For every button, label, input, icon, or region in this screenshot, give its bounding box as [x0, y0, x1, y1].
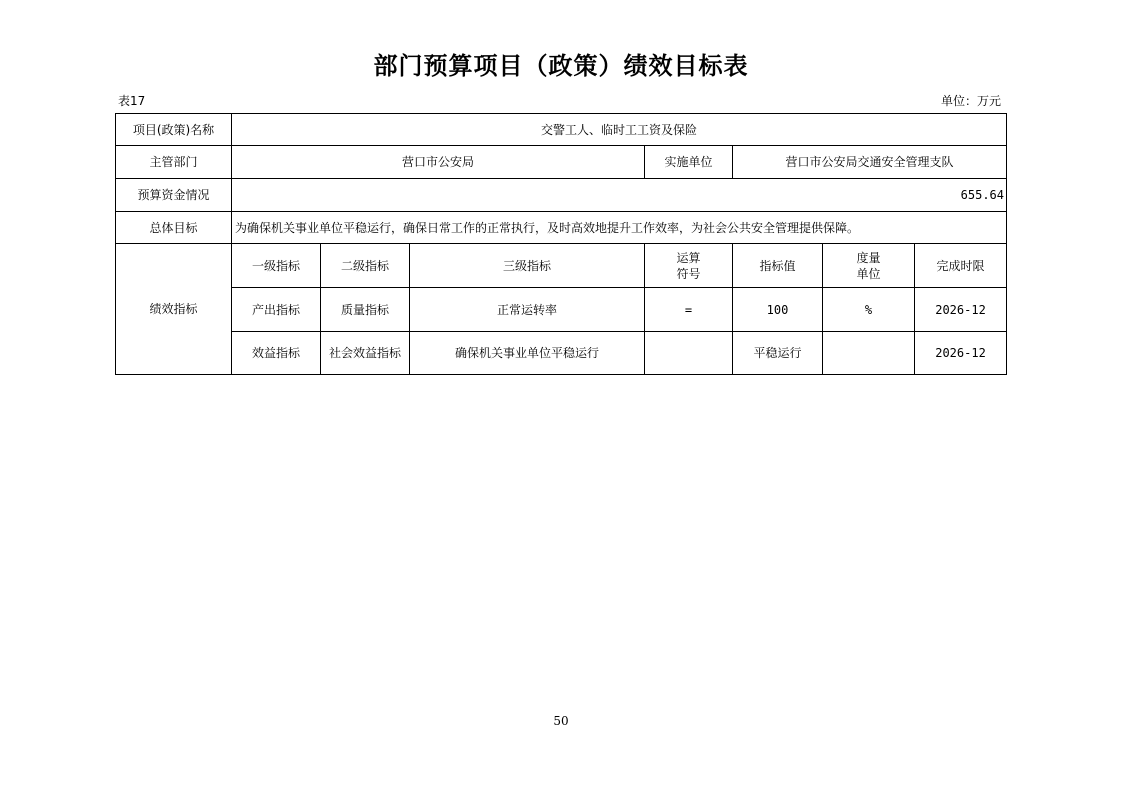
header-unit-line2: 单位	[856, 266, 881, 281]
goal-label: 总体目标	[116, 212, 232, 244]
indicator-unit	[823, 332, 915, 375]
indicator-level1: 产出指标	[232, 288, 321, 332]
table-row	[116, 288, 1007, 332]
indicator-deadline: 2026-12	[915, 332, 1007, 375]
header-level2: 二级指标	[321, 244, 410, 288]
indicator-value: 平稳运行	[733, 332, 823, 375]
performance-target-table	[115, 113, 1007, 375]
header-unit-line1: 度量	[856, 250, 881, 265]
indicator-level3: 确保机关事业单位平稳运行	[410, 332, 645, 375]
header-operator	[645, 244, 733, 288]
indicator-level3: 正常运转率	[410, 288, 645, 332]
budget-label: 预算资金情况	[116, 179, 232, 212]
goal-value: 为确保机关事业单位平稳运行，确保日常工作的正常执行，及时高效地提升工作效率，为社会公共安全管理提供保障。	[232, 212, 1007, 244]
impl-label: 实施单位	[645, 146, 733, 179]
table-number: 表17	[118, 94, 146, 108]
page-title: 部门预算项目（政策）绩效目标表	[373, 51, 749, 80]
page-number: 50	[553, 714, 569, 728]
indicator-level2: 质量指标	[321, 288, 410, 332]
project-name-value: 交警工人、临时工工资及保险	[232, 114, 1007, 146]
header-operator-line1: 运算	[676, 250, 701, 265]
header-value: 指标值	[733, 244, 823, 288]
dept-value: 营口市公安局	[232, 146, 645, 179]
indicator-unit: %	[823, 288, 915, 332]
table-row	[116, 332, 1007, 375]
table-row	[116, 146, 1007, 179]
budget-value: 655.64	[232, 179, 1007, 212]
impl-value: 营口市公安局交通安全管理支队	[733, 146, 1007, 179]
indicator-level2: 社会效益指标	[321, 332, 410, 375]
table-row	[116, 179, 1007, 212]
indicator-level1: 效益指标	[232, 332, 321, 375]
indicator-deadline: 2026-12	[915, 288, 1007, 332]
indicator-operator	[645, 332, 733, 375]
perf-label: 绩效指标	[116, 244, 232, 375]
header-operator-line2: 符号	[676, 266, 701, 281]
project-name-label: 项目(政策)名称	[116, 114, 232, 146]
header-level1: 一级指标	[232, 244, 321, 288]
header-level3: 三级指标	[410, 244, 645, 288]
indicator-value: 100	[733, 288, 823, 332]
table-row	[116, 212, 1007, 244]
table-row	[116, 244, 1007, 288]
indicator-operator: =	[645, 288, 733, 332]
dept-label: 主管部门	[116, 146, 232, 179]
unit-label: 单位：万元	[940, 94, 1001, 108]
header-deadline: 完成时限	[915, 244, 1007, 288]
table-row	[116, 114, 1007, 146]
header-unit	[823, 244, 915, 288]
